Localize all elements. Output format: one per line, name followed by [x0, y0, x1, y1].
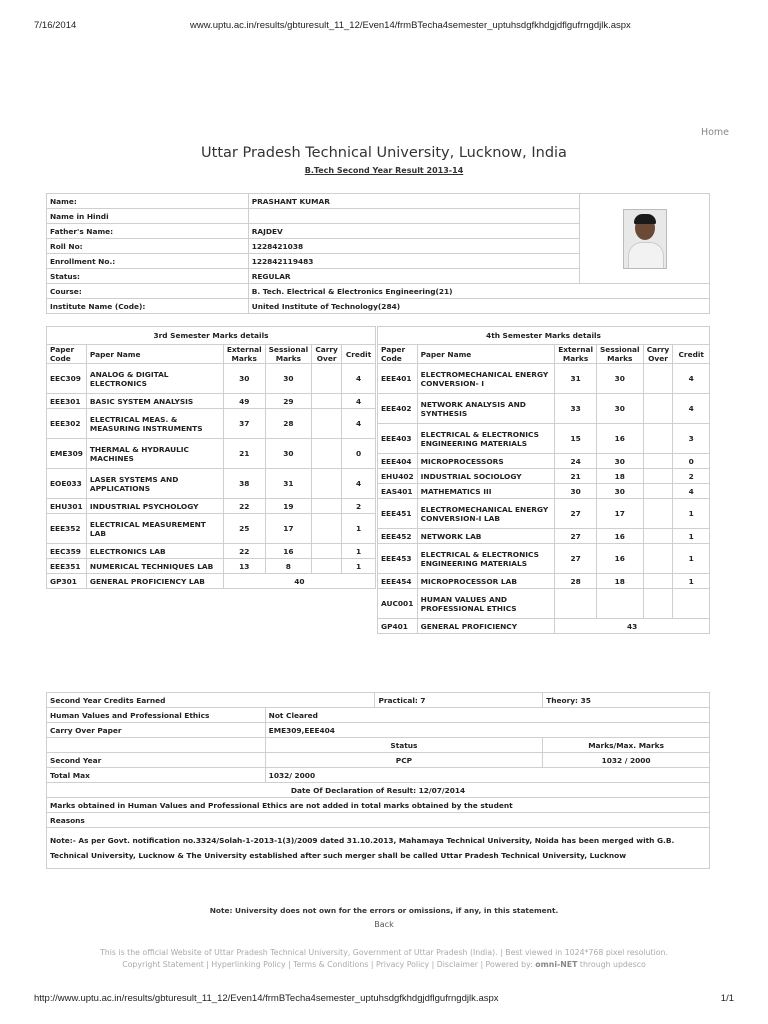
info-label: Course:: [47, 284, 249, 299]
table-row: [378, 424, 710, 454]
table-row: [378, 394, 710, 424]
external-marks: 21: [555, 469, 597, 484]
print-header: [34, 20, 734, 34]
carry-over: [312, 394, 342, 409]
external-marks: 25: [223, 514, 265, 544]
paper-name: ELECTRONICS LAB: [86, 544, 223, 559]
paper-code: EEE402: [378, 394, 418, 424]
year-status: PCP: [265, 753, 543, 768]
carry-over: [643, 364, 673, 394]
table-row: [378, 574, 710, 589]
sem3-title: 3rd Semester Marks details: [47, 327, 376, 345]
reasons: Reasons: [47, 813, 710, 828]
year-marks: 1032 / 2000: [543, 753, 710, 768]
paper-name: NUMERICAL TECHNIQUES LAB: [86, 559, 223, 574]
credit: 2: [342, 499, 376, 514]
paper-name: INDUSTRIAL PSYCHOLOGY: [86, 499, 223, 514]
paper-name: ELECTRICAL MEASUREMENT LAB: [86, 514, 223, 544]
col-paper-code: Paper Code: [47, 345, 87, 364]
sessional-marks: 30: [596, 394, 643, 424]
external-marks: 15: [555, 424, 597, 454]
credit: 0: [673, 454, 710, 469]
paper-code: EEE301: [47, 394, 87, 409]
status-heading: Status: [265, 738, 543, 753]
carry-over: [312, 409, 342, 439]
sessional-marks: 16: [265, 544, 312, 559]
print-url: www.uptu.ac.in/results/gbturesult_11_12/Even14/frmBTecha4semester_uptuhsdgfkhdgjdflgufrngdjlk.aspx: [190, 20, 631, 31]
external-marks: 37: [223, 409, 265, 439]
paper-name: LASER SYSTEMS AND APPLICATIONS: [86, 469, 223, 499]
paper-code: EOE033: [47, 469, 87, 499]
paper-code: EEE351: [47, 559, 87, 574]
print-footer-url: http://www.uptu.ac.in/results/gbturesult_11_12/Even14/frmBTecha4semester_uptuhsdgfkhdgjdflgufrngdjlk.aspx: [34, 993, 499, 1004]
summary-table: [46, 692, 710, 869]
carry-over: [643, 544, 673, 574]
carry-over: [643, 394, 673, 424]
external-marks: 49: [223, 394, 265, 409]
credit: 3: [673, 424, 710, 454]
credit: 4: [342, 364, 376, 394]
sessional-marks: 16: [596, 544, 643, 574]
paper-code: GP301: [47, 574, 87, 589]
paper-code: EEE453: [378, 544, 418, 574]
credit: 4: [342, 394, 376, 409]
credit: [673, 589, 710, 619]
external-marks: 28: [555, 574, 597, 589]
table-row: [47, 499, 376, 514]
disclaimer: Note: University does not own for the errors or omissions, if any, in this statement.: [209, 906, 559, 915]
practical-credits: Practical: 7: [375, 693, 543, 708]
sessional-marks: 30: [596, 454, 643, 469]
col-paper-code: Paper Code: [378, 345, 418, 364]
total-label: Total Max: [47, 768, 266, 783]
paper-name: ELECTRICAL MEAS. & MEASURING INSTRUMENTS: [86, 409, 223, 439]
powered-by-brand[interactable]: omni-NET: [535, 960, 578, 969]
sessional-marks: 16: [596, 424, 643, 454]
sessional-marks: 28: [265, 409, 312, 439]
carry-over-value: EME309,EEE404: [265, 723, 709, 738]
sessional-marks: 17: [596, 499, 643, 529]
carry-over: [312, 364, 342, 394]
paper-name: MICROPROCESSORS: [417, 454, 555, 469]
credit: 4: [673, 394, 710, 424]
credit: 1: [673, 544, 710, 574]
table-row: [378, 544, 710, 574]
merger-note: Note:- As per Govt. notification no.3324/Solah-1-2013-1(3)/2009 dated 31.10.2013, Mahamaya Technical University, Noida has been merged with G.B. Technical University, Lucknow & The University established after such merger shall be called Uttar Pradesh Technical University, Lucknow: [47, 828, 710, 869]
credit: 0: [342, 439, 376, 469]
credit: 4: [342, 469, 376, 499]
paper-name: ANALOG & DIGITAL ELECTRONICS: [86, 364, 223, 394]
result-subtitle: B.Tech Second Year Result 2013-14: [304, 166, 464, 175]
external-marks: 13: [223, 559, 265, 574]
paper-code: EEE451: [378, 499, 418, 529]
credit: 4: [673, 484, 710, 499]
paper-code: GP401: [378, 619, 418, 634]
paper-code: EHU301: [47, 499, 87, 514]
carry-over: [312, 544, 342, 559]
col-paper-name: Paper Name: [86, 345, 223, 364]
table-row: [47, 469, 376, 499]
credit: 1: [673, 529, 710, 544]
print-date: 7/16/2014: [34, 20, 77, 31]
print-page-number: 1/1: [720, 993, 734, 1004]
table-row: [47, 439, 376, 469]
table-row: [47, 394, 376, 409]
paper-code: EEE403: [378, 424, 418, 454]
paper-name: ELECTROMECHANICAL ENERGY CONVERSION-I LAB: [417, 499, 555, 529]
carry-over: [312, 559, 342, 574]
col-credit: Credit: [342, 345, 376, 364]
sessional-marks: 30: [265, 439, 312, 469]
carry-over-label: Carry Over Paper: [47, 723, 266, 738]
col-carry: Carry Over: [312, 345, 342, 364]
table-row: [378, 589, 710, 619]
carry-over: [312, 469, 342, 499]
marks-heading: Marks/Max. Marks: [543, 738, 710, 753]
table-row: [378, 469, 710, 484]
gp-row: [47, 574, 376, 589]
col-paper-name: Paper Name: [417, 345, 555, 364]
paper-code: EEC309: [47, 364, 87, 394]
back-link-wrap: [0, 920, 768, 929]
info-row-institute: [47, 299, 710, 314]
paper-name: ELECTROMECHANICAL ENERGY CONVERSION- I: [417, 364, 555, 394]
paper-code: AUC001: [378, 589, 418, 619]
paper-name: THERMAL & HYDRAULIC MACHINES: [86, 439, 223, 469]
external-marks: 33: [555, 394, 597, 424]
carry-over: [643, 499, 673, 529]
theory-credits: Theory: 35: [543, 693, 710, 708]
col-external: External Marks: [223, 345, 265, 364]
credit: 1: [342, 559, 376, 574]
info-label: Father's Name:: [47, 224, 249, 239]
col-credit: Credit: [673, 345, 710, 364]
external-marks: 30: [555, 484, 597, 499]
footer-line2: Copyright Statement | Hyperlinking Policy | Terms & Conditions | Privacy Policy | Disclaimer | Powered by: omni-NET through updesco: [122, 960, 646, 969]
sessional-marks: 8: [265, 559, 312, 574]
paper-name: GENERAL PROFICIENCY LAB: [86, 574, 223, 589]
external-marks: 21: [223, 439, 265, 469]
external-marks: 31: [555, 364, 597, 394]
paper-code: EEE352: [47, 514, 87, 544]
paper-code: EAS401: [378, 484, 418, 499]
table-row: [378, 454, 710, 469]
info-label: Name in Hindi: [47, 209, 249, 224]
paper-name: BASIC SYSTEM ANALYSIS: [86, 394, 223, 409]
table-row: [47, 544, 376, 559]
table-row: [47, 364, 376, 394]
paper-code: EME309: [47, 439, 87, 469]
credit: 2: [673, 469, 710, 484]
table-row: [47, 559, 376, 574]
info-row-name: [47, 194, 710, 209]
photo-cell: [580, 194, 710, 284]
info-value: United Institute of Technology(284): [248, 299, 709, 314]
table-row: [378, 364, 710, 394]
gp-row: [378, 619, 710, 634]
total-value: 1032/ 2000: [265, 768, 709, 783]
student-photo: [623, 209, 667, 269]
sessional-marks: 16: [596, 529, 643, 544]
external-marks: 24: [555, 454, 597, 469]
credit: 1: [342, 544, 376, 559]
table-row: [378, 499, 710, 529]
student-info-table: [46, 193, 710, 314]
carry-over: [643, 529, 673, 544]
sessional-marks: 17: [265, 514, 312, 544]
carry-over: [643, 454, 673, 469]
carry-over: [643, 574, 673, 589]
paper-name: NETWORK LAB: [417, 529, 555, 544]
sessional-marks: 30: [596, 364, 643, 394]
col-carry: Carry Over: [643, 345, 673, 364]
sem4-table: [377, 326, 710, 634]
site-footer: [0, 947, 768, 971]
external-marks: 22: [223, 544, 265, 559]
external-marks: 27: [555, 529, 597, 544]
info-value: RAJDEV: [248, 224, 579, 239]
carry-over: [643, 424, 673, 454]
carry-over: [312, 514, 342, 544]
sessional-marks: 31: [265, 469, 312, 499]
paper-code: EEE452: [378, 529, 418, 544]
hv-value: Not Cleared: [265, 708, 709, 723]
carry-over: [312, 439, 342, 469]
paper-name: GENERAL PROFICIENCY: [417, 619, 555, 634]
info-row-course: [47, 284, 710, 299]
credit: 1: [673, 574, 710, 589]
info-label: Roll No:: [47, 239, 249, 254]
sem4-title: 4th Semester Marks details: [378, 327, 710, 345]
external-marks: 22: [223, 499, 265, 514]
external-marks: 30: [223, 364, 265, 394]
sessional-marks: [596, 589, 643, 619]
sessional-marks: 18: [596, 574, 643, 589]
paper-name: NETWORK ANALYSIS AND SYNTHESIS: [417, 394, 555, 424]
col-external: External Marks: [555, 345, 597, 364]
info-value: [248, 209, 579, 224]
back-link[interactable]: Back: [374, 920, 394, 929]
credit: 1: [673, 499, 710, 529]
sessional-marks: 29: [265, 394, 312, 409]
hv-label: Human Values and Professional Ethics: [47, 708, 266, 723]
paper-name: MATHEMATICS III: [417, 484, 555, 499]
table-row: [378, 484, 710, 499]
sessional-marks: 18: [596, 469, 643, 484]
sem3-table: [46, 326, 376, 589]
gp-marks: 40: [223, 574, 375, 589]
external-marks: 27: [555, 499, 597, 529]
info-label: Name:: [47, 194, 249, 209]
external-marks: 38: [223, 469, 265, 499]
hv-note: Marks obtained in Human Values and Professional Ethics are not added in total marks obtained by the student: [47, 798, 710, 813]
carry-over: [643, 484, 673, 499]
paper-name: MICROPROCESSOR LAB: [417, 574, 555, 589]
home-link[interactable]: Home: [700, 127, 729, 138]
credit: 4: [673, 364, 710, 394]
paper-code: EEE404: [378, 454, 418, 469]
info-label: Status:: [47, 269, 249, 284]
gp-marks: 43: [555, 619, 710, 634]
paper-code: EEE302: [47, 409, 87, 439]
paper-name: ELECTRICAL & ELECTRONICS ENGINEERING MATERIALS: [417, 544, 555, 574]
footer-line1: This is the official Website of Uttar Pradesh Technical University, Government of Uttar Pradesh (India). | Best viewed in 1024*768 pixel resolution.: [100, 948, 668, 957]
info-value: 1228421038: [248, 239, 579, 254]
col-sessional: Sessional Marks: [265, 345, 312, 364]
external-marks: 27: [555, 544, 597, 574]
credits-label: Second Year Credits Earned: [47, 693, 375, 708]
external-marks: [555, 589, 597, 619]
info-value: B. Tech. Electrical & Electronics Engineering(21): [248, 284, 709, 299]
sessional-marks: 30: [596, 484, 643, 499]
paper-code: EEC359: [47, 544, 87, 559]
credit: 1: [342, 514, 376, 544]
carry-over: [643, 469, 673, 484]
carry-over: [312, 499, 342, 514]
info-label: Enrollment No.:: [47, 254, 249, 269]
table-row: [47, 409, 376, 439]
sessional-marks: 30: [265, 364, 312, 394]
page-title: Uttar Pradesh Technical University, Lucknow, India: [201, 145, 567, 161]
info-label: Institute Name (Code):: [47, 299, 249, 314]
credit: 4: [342, 409, 376, 439]
paper-code: EEE454: [378, 574, 418, 589]
year-label: Second Year: [47, 753, 266, 768]
paper-code: EHU402: [378, 469, 418, 484]
carry-over: [643, 589, 673, 619]
paper-name: ELECTRICAL & ELECTRONICS ENGINEERING MATERIALS: [417, 424, 555, 454]
paper-name: HUMAN VALUES AND PROFESSIONAL ETHICS: [417, 589, 555, 619]
table-row: [378, 529, 710, 544]
paper-code: EEE401: [378, 364, 418, 394]
table-row: [47, 514, 376, 544]
info-value: REGULAR: [248, 269, 579, 284]
print-footer: [34, 993, 734, 1007]
info-value: PRASHANT KUMAR: [248, 194, 579, 209]
sessional-marks: 19: [265, 499, 312, 514]
col-sessional: Sessional Marks: [596, 345, 643, 364]
info-value: 122842119483: [248, 254, 579, 269]
declaration-date: Date Of Declaration of Result: 12/07/2014: [47, 783, 710, 798]
paper-name: INDUSTRIAL SOCIOLOGY: [417, 469, 555, 484]
